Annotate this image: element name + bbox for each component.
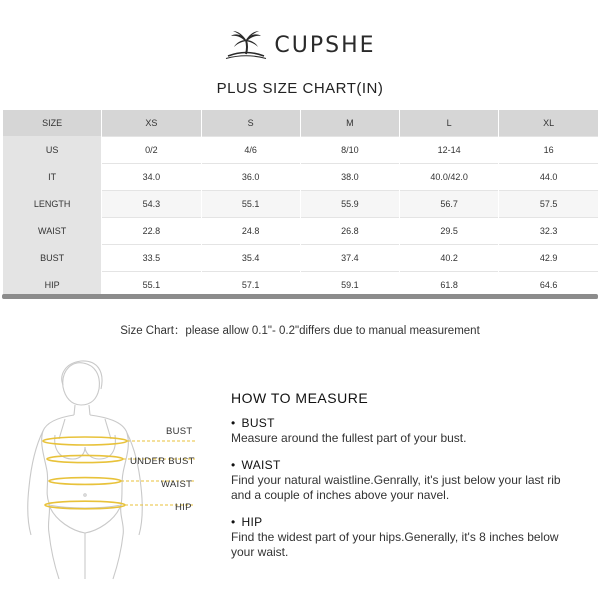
measurement-note: Size Chart：please allow 0.1"- 0.2"differs due to manual measurement xyxy=(120,325,480,337)
measure-item-hip xyxy=(231,515,581,560)
table-cell: 40.2 xyxy=(400,245,499,272)
table-cell: 32.3 xyxy=(499,218,598,245)
body-silhouette-illustration xyxy=(25,355,205,580)
brand-header xyxy=(0,30,600,65)
table-cell: 22.8 xyxy=(102,218,201,245)
table-cell: 55.9 xyxy=(300,191,399,218)
how-to-measure-title: HOW TO MEASURE xyxy=(231,390,369,406)
measure-item-name: WAIST xyxy=(241,458,281,472)
chart-title: PLUS SIZE CHART(IN) xyxy=(216,80,384,97)
row-label: LENGTH xyxy=(3,191,102,218)
table-cell: 64.6 xyxy=(499,272,598,299)
table-cell: 42.9 xyxy=(499,245,598,272)
measure-item-description: Measure around the fullest part of your bust. xyxy=(231,431,467,445)
bullet-icon: • xyxy=(231,416,236,430)
table-cell: 8/10 xyxy=(300,137,399,164)
measure-item-heading xyxy=(231,515,581,529)
brand-logo xyxy=(224,30,375,60)
table-cell: 38.0 xyxy=(300,164,399,191)
table-cell: 37.4 xyxy=(300,245,399,272)
table-cell: 56.7 xyxy=(400,191,499,218)
measure-item-heading xyxy=(231,416,581,430)
body-figure xyxy=(25,355,205,580)
header-size-xs: XS xyxy=(102,110,201,137)
row-label: IT xyxy=(3,164,102,191)
palm-tree-island-icon xyxy=(224,30,268,60)
table-cell: 34.0 xyxy=(102,164,201,191)
table-cell: 0/2 xyxy=(102,137,201,164)
table-cell: 36.0 xyxy=(201,164,300,191)
table-cell: 35.4 xyxy=(201,245,300,272)
table-row xyxy=(3,191,599,218)
table-row xyxy=(3,218,599,245)
row-label: US xyxy=(3,137,102,164)
measure-item-description: Find your natural waistline.Genrally, it's just below your last rib and a couple of inches above your navel. xyxy=(231,473,561,502)
header-size-m: M xyxy=(300,110,399,137)
figure-label-under-bust: UNDER BUST xyxy=(130,456,195,467)
table-cell: 24.8 xyxy=(201,218,300,245)
table-cell: 59.1 xyxy=(300,272,399,299)
measure-item-name: BUST xyxy=(241,416,275,430)
figure-label-bust: BUST xyxy=(166,426,193,437)
table-cell: 54.3 xyxy=(102,191,201,218)
table-row xyxy=(3,164,599,191)
figure-label-waist: WAIST xyxy=(161,479,193,490)
table-cell: 61.8 xyxy=(400,272,499,299)
bullet-icon: • xyxy=(231,515,236,529)
table-cell: 57.1 xyxy=(201,272,300,299)
header-size-xl: XL xyxy=(499,110,598,137)
size-chart-table xyxy=(2,110,598,299)
row-label: HIP xyxy=(3,272,102,299)
table-cell: 55.1 xyxy=(201,191,300,218)
header-size-l: L xyxy=(400,110,499,137)
measure-item-heading xyxy=(231,458,581,472)
table-cell: 57.5 xyxy=(499,191,598,218)
table-bottom-bar xyxy=(2,294,598,299)
table-cell: 12-14 xyxy=(400,137,499,164)
table-header-row xyxy=(3,110,599,137)
table-cell: 4/6 xyxy=(201,137,300,164)
table-cell: 29.5 xyxy=(400,218,499,245)
table-row xyxy=(3,137,599,164)
row-label: WAIST xyxy=(3,218,102,245)
brand-name: CUPSHE xyxy=(274,32,376,58)
header-size-s: S xyxy=(201,110,300,137)
table-cell: 33.5 xyxy=(102,245,201,272)
measure-item-waist xyxy=(231,458,581,503)
row-label: BUST xyxy=(3,245,102,272)
table-cell: 40.0/42.0 xyxy=(400,164,499,191)
measure-item-bust xyxy=(231,416,581,446)
table-cell: 55.1 xyxy=(102,272,201,299)
table-cell: 44.0 xyxy=(499,164,598,191)
header-size-label: SIZE xyxy=(3,110,102,137)
table-cell: 26.8 xyxy=(300,218,399,245)
measure-item-name: HIP xyxy=(241,515,263,529)
table-row xyxy=(3,245,599,272)
measure-item-description: Find the widest part of your hips.Generally, it's 8 inches below your waist. xyxy=(231,530,559,559)
figure-label-hip: HIP xyxy=(175,502,192,513)
table-cell: 16 xyxy=(499,137,598,164)
bullet-icon: • xyxy=(231,458,236,472)
how-to-measure-section xyxy=(231,390,581,560)
